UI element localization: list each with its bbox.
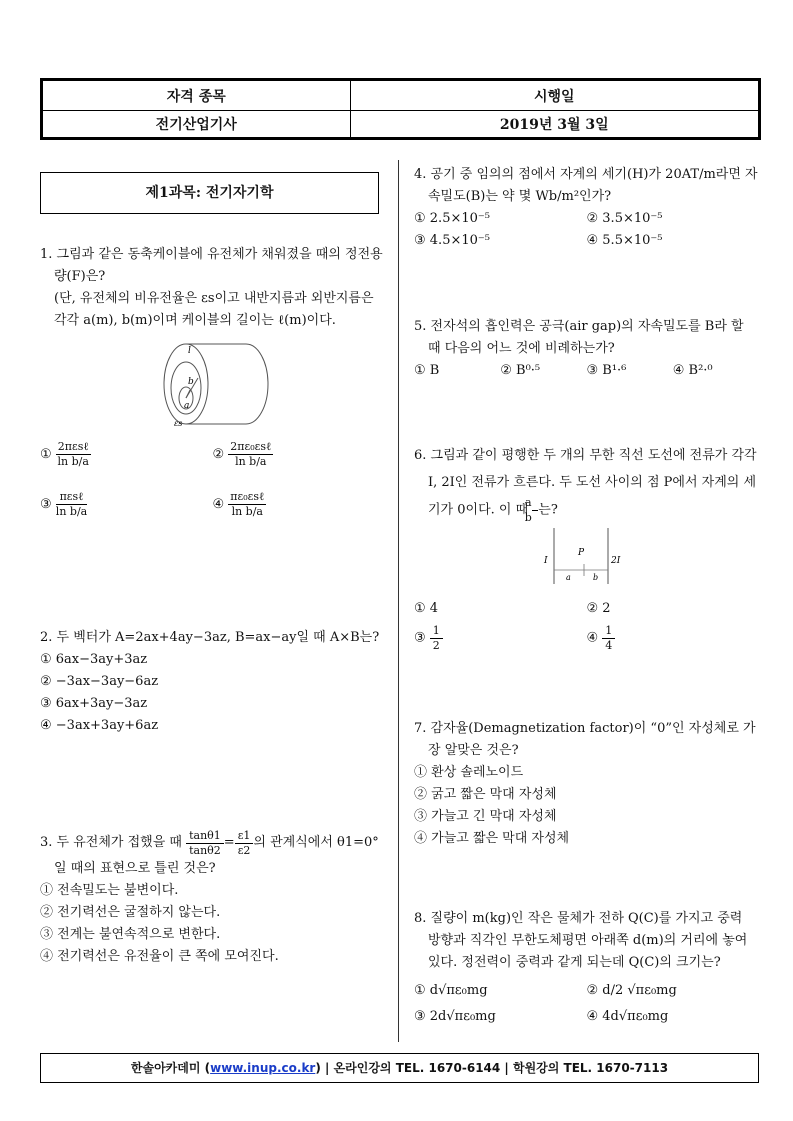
- question-6: 6. 그림과 같이 평행한 두 개의 무한 직선 도선에 전류가 각각 I, 2I인 전류가 흐른다. 두 도선 사이의 점 P에서 자계의 세기가 0이다. 이 때 $\frac{a}{b}$ 는?: [414, 448, 757, 524]
- q8-option-3[interactable]: ③ 2d√πε₀mg: [414, 1009, 496, 1024]
- question-3: 3. 두 유전체가 접했을 때 $\frac{\tan\theta 1}{\tan\theta 2}$ = $\frac{\varepsilon 1}{\varepsilon 2}$ 의 관계식에서 θ1=0° 일 때의 표현으로 틀린 것은? ① 전속밀도는 불변이다. ② 전기력선은 굴절하지 않는다. ③ 전계는 불연속적으로 변한다. ④ 전기력선은 유전율이 큰 쪽에 모여진다.: [40, 828, 385, 968]
- q7-stem: 7. 감자율(Demagnetization factor)이 “0”인 자성체로 가장 알맞은 것은?: [414, 721, 756, 758]
- q3-option-3[interactable]: ③ 전계는 불연속적으로 변한다.: [40, 927, 221, 942]
- q1-option-3[interactable]: ③ $\frac{\text{πεsℓ}}{\text{ln b/a}}$: [40, 490, 88, 518]
- q3-stem-b: 의 관계식에서 θ1=0°: [253, 835, 379, 850]
- q5-option-1[interactable]: ① B: [414, 363, 440, 378]
- q7-option-4[interactable]: ④ 가늘고 짧은 막대 자성체: [414, 831, 570, 846]
- fig-label-2I: 2I: [611, 556, 621, 566]
- question-4: [414, 164, 759, 252]
- q5-option-2[interactable]: ② B⁰·⁵: [500, 363, 541, 378]
- footer-bar: [40, 1053, 759, 1083]
- fig-label-eps: εs: [174, 419, 183, 428]
- q6-options: [414, 598, 759, 652]
- fig-label-l: l: [188, 346, 191, 356]
- fig-label-b: b: [188, 377, 194, 387]
- q1-option-1[interactable]: ① $\frac{\text{2πεsℓ}}{\text{ln b/a}}$: [40, 440, 89, 468]
- q5-option-4[interactable]: ④ B²·⁰: [672, 363, 713, 378]
- q3-stem-c: 일 때의 표현으로 틀린 것은?: [54, 861, 216, 876]
- header-table: [40, 78, 761, 140]
- header-col2-value: 2019년 3월 3일: [350, 111, 758, 138]
- q6-option-4[interactable]: ④ $\frac{1}{4}$: [587, 624, 760, 652]
- q4-stem: 4. 공기 중 임의의 점에서 자계의 세기(H)가 20AT/m라면 자속밀도(B)는 약 몇 Wb/m²인가?: [414, 167, 758, 204]
- q1-stem: 1. 그림과 같은 동축케이블에 유전체가 채워졌을 때의 정전용량(F)은?: [40, 247, 383, 284]
- q2-stem: 2. 두 벡터가 A=2ax+4ay−3az, B=ax−ay일 때 A×B는?: [40, 630, 380, 645]
- question-8: [414, 908, 759, 1030]
- q3-option-4[interactable]: ④ 전기력선은 유전율이 큰 쪽에 모여진다.: [40, 949, 279, 964]
- q7-option-1[interactable]: ① 환상 솔레노이드: [414, 765, 524, 780]
- q3-option-1[interactable]: ① 전속밀도는 불변이다.: [40, 883, 179, 898]
- q2-option-4[interactable]: ④ −3ax+3ay+6az: [40, 718, 159, 733]
- q8-option-1[interactable]: ① d√πε₀mg: [414, 983, 488, 998]
- fig-label-a: a: [184, 401, 190, 411]
- q6-option-3[interactable]: ③ $\frac{1}{2}$: [414, 624, 587, 652]
- header-col2-title: 시행일: [350, 81, 758, 111]
- fig-label-I: I: [544, 556, 548, 566]
- subject-title: 제1과목: 전기자기학: [40, 172, 379, 214]
- q5-stem: 5. 전자석의 흡인력은 공극(air gap)의 자속밀도를 B라 할 때 다음의 어느 것에 비례하는가?: [414, 319, 744, 356]
- question-1: [40, 244, 385, 332]
- q1-option-2[interactable]: ② $\frac{\text{2πε₀εsℓ}}{\text{ln b/a}}$: [212, 440, 272, 468]
- footer-name: 한솔아카데미 (: [130, 1061, 211, 1075]
- q4-option-1[interactable]: ① 2.5×10⁻⁵: [414, 211, 490, 226]
- coaxial-cable-figure: [148, 336, 273, 431]
- fig-label-b: b: [593, 573, 599, 582]
- column-divider: [398, 160, 399, 1042]
- q8-option-4[interactable]: ④ 4d√πε₀mg: [586, 1009, 669, 1024]
- q1-option-4[interactable]: ④ $\frac{\text{πε₀εsℓ}}{\text{ln b/a}}$: [212, 490, 265, 518]
- q4-option-2[interactable]: ② 3.5×10⁻⁵: [586, 211, 663, 226]
- q2-option-1[interactable]: ① 6ax−3ay+3az: [40, 652, 148, 667]
- header-col1-title: 자격 종목: [43, 81, 351, 111]
- fig-label-a: a: [566, 573, 571, 582]
- header-col1-value: 전기산업기사: [43, 111, 351, 138]
- q7-option-3[interactable]: ③ 가늘고 긴 막대 자성체: [414, 809, 557, 824]
- q3-option-2[interactable]: ② 전기력선은 굴절하지 않는다.: [40, 905, 221, 920]
- footer-contacts: ) | 온라인강의 TEL. 1670-6144 | 학원강의 TEL. 1670-7113: [315, 1061, 669, 1075]
- fig-label-P: P: [578, 548, 585, 558]
- q3-stem-a: 3. 두 유전체가 접했을 때: [40, 835, 182, 850]
- q2-option-2[interactable]: ② −3ax−3ay−6az: [40, 674, 159, 689]
- q2-option-3[interactable]: ③ 6ax+3ay−3az: [40, 696, 148, 711]
- q1-options: [40, 440, 385, 540]
- q4-option-4[interactable]: ④ 5.5×10⁻⁵: [586, 233, 663, 248]
- q8-option-2[interactable]: ② d/2 √πε₀mg: [586, 983, 677, 998]
- question-7: [414, 718, 759, 850]
- q1-condition: (단, 유전체의 비유전율은 εs이고 내반지름과 외반지름은 각각 a(m), b(m)이며 케이블의 길이는 ℓ(m)이다.: [54, 291, 374, 328]
- question-5: [414, 316, 759, 382]
- parallel-wires-figure: [540, 526, 630, 586]
- question-2: [40, 627, 385, 737]
- footer-link[interactable]: www.inup.co.kr: [210, 1061, 316, 1075]
- q7-option-2[interactable]: ② 굵고 짧은 막대 자성체: [414, 787, 557, 802]
- q6-option-2[interactable]: ② 2: [586, 601, 611, 616]
- q5-option-3[interactable]: ③ B¹·⁶: [586, 363, 627, 378]
- q4-option-3[interactable]: ③ 4.5×10⁻⁵: [414, 233, 490, 248]
- q6-stem: 6. 그림과 같이 평행한 두 개의 무한 직선 도선에 전류가 각각 I, 2I인 전류가 흐른다. 두 도선 사이의 점 P에서 자계의 세기가 0이다. 이 때: [414, 448, 757, 518]
- q8-stem: 8. 질량이 m(kg)인 작은 물체가 전하 Q(C)를 가지고 중력 방향과 직각인 무한도체평면 아래쪽 d(m)의 거리에 놓여있다. 정전력이 중력과 같게 되는데 Q(C)의 크기는?: [414, 911, 748, 970]
- q6-option-1[interactable]: ① 4: [414, 601, 439, 616]
